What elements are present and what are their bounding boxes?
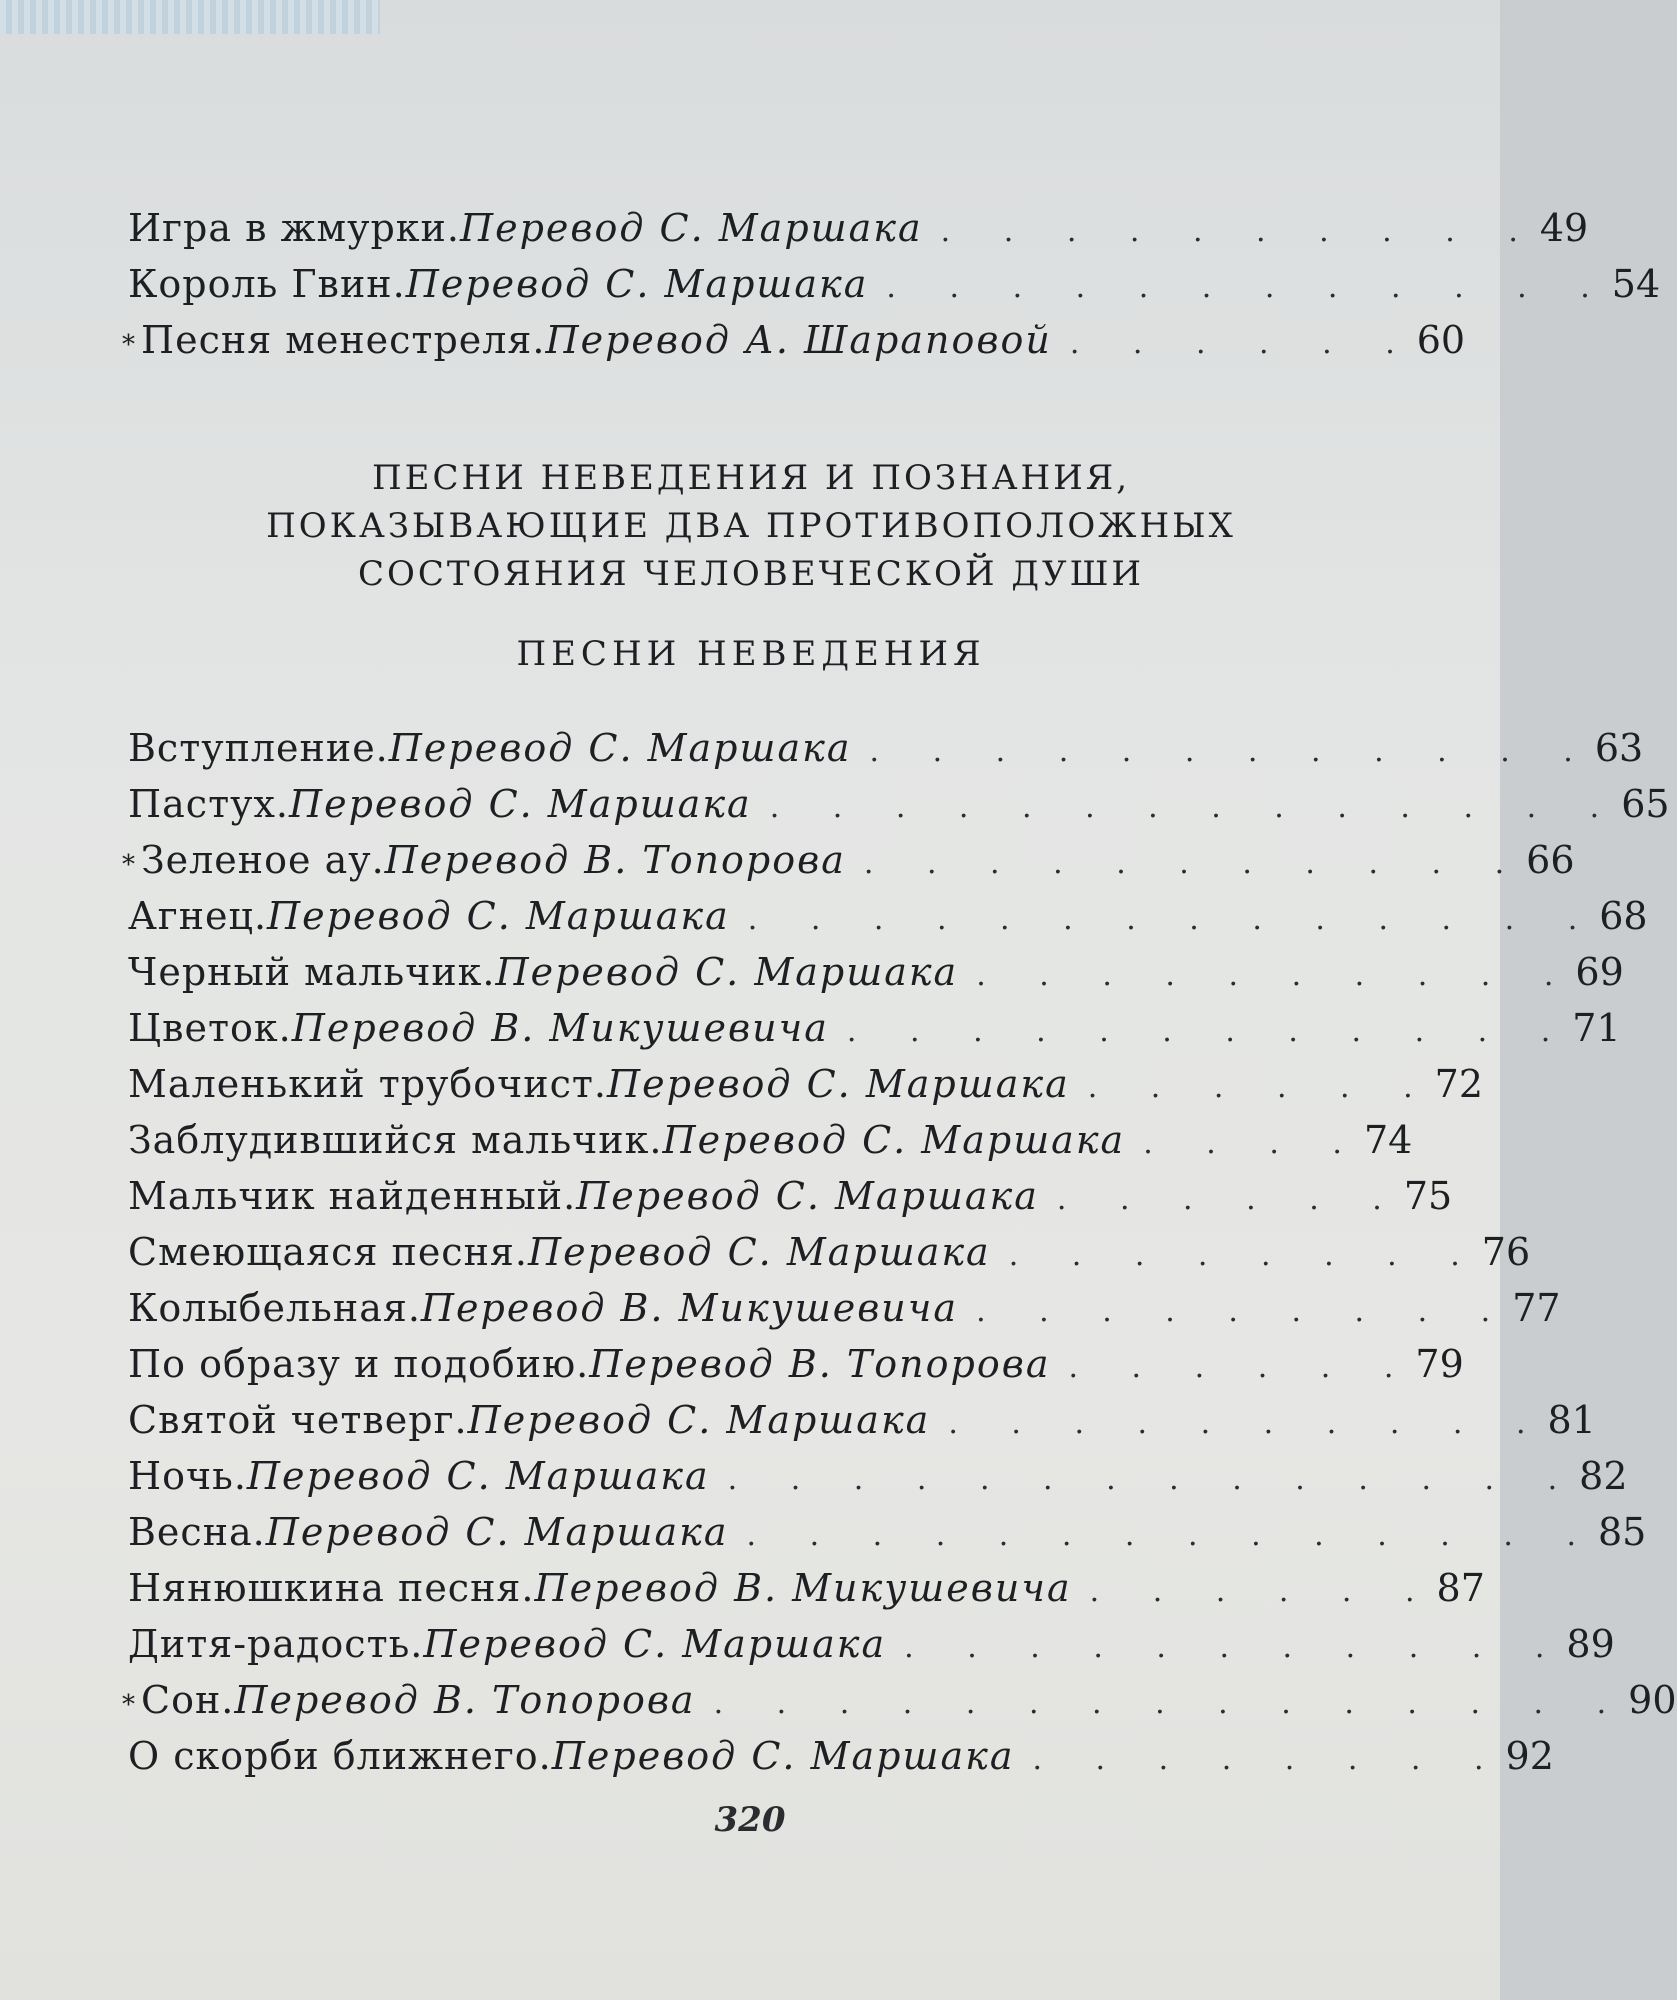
poem-title: Дитя-радость.: [128, 1622, 424, 1666]
toc-entry: [122, 256, 1661, 312]
leader-dots: . . . .: [1143, 1126, 1364, 1161]
toc-entry: [122, 1112, 1413, 1168]
poem-title: Весна.: [128, 1510, 266, 1554]
translator-credit: Перевод С. Маршака: [267, 894, 730, 938]
leader-dots: . . . . . . . .: [1008, 1238, 1482, 1273]
poem-title: Песня менестреля.: [141, 318, 546, 362]
translator-credit: Перевод С. Маршака: [467, 1398, 931, 1442]
toc-entry: [122, 1448, 1628, 1504]
leader-dots: . . . . . .: [1069, 326, 1417, 361]
poem-title: Сон.: [141, 1678, 235, 1722]
page-number: 81: [1547, 1398, 1596, 1442]
toc-entry: [122, 944, 1624, 1000]
leader-dots: . . . . . .: [1056, 1182, 1404, 1217]
leader-dots: . . . . . . . . . . . . . .: [769, 790, 1622, 825]
page-number: 75: [1403, 1174, 1453, 1218]
translator-credit: Перевод А. Шараповой: [545, 318, 1052, 362]
translator-credit: Перевод С. Маршака: [551, 1734, 1015, 1778]
leader-dots: . . . . . . . . . . . . . .: [747, 902, 1600, 937]
translator-credit: Перевод В. Микушевича: [534, 1566, 1072, 1610]
page-number: 54: [1611, 262, 1661, 306]
leader-dots: . . . . . . . .: [1032, 1742, 1506, 1777]
page-number: 65: [1621, 782, 1670, 826]
toc-entry: [122, 1000, 1621, 1056]
leader-dots: . . . . . . . . . . . . . . .: [713, 1686, 1629, 1721]
poem-title: Зеленое ау.: [141, 838, 385, 882]
leader-dots: . . . . . . . . . . . . . .: [727, 1462, 1580, 1497]
translator-credit: Перевод С. Маршака: [495, 950, 959, 994]
toc-entry: [122, 1336, 1464, 1392]
page-number: 87: [1436, 1566, 1485, 1610]
leader-dots: . . . . . . . . . . .: [904, 1630, 1567, 1665]
poem-title: Агнец.: [128, 894, 268, 938]
leader-dots: . . . . . .: [1089, 1574, 1437, 1609]
leader-dots: . . . . . . . . . . . .: [886, 270, 1612, 305]
section-heading: [122, 454, 1380, 598]
subsection-heading: ПЕСНИ НЕВЕДЕНИЯ: [516, 634, 986, 674]
section-heading-line: ПОКАЗЫВАЮЩИЕ ДВА ПРОТИВОПОЛОЖНЫХ: [266, 506, 1236, 546]
translator-credit: Перевод С. Маршака: [405, 262, 869, 306]
page-number: 69: [1575, 950, 1624, 994]
translator-credit: Перевод С. Маршака: [662, 1118, 1126, 1162]
poem-title: Смеющаяся песня.: [128, 1230, 528, 1274]
leader-dots: . . . . . . . . . .: [948, 1406, 1548, 1441]
page-number: 89: [1566, 1622, 1615, 1666]
leader-dots: . . . . . . . . . . . .: [846, 1014, 1573, 1049]
toc-group-previous: [122, 200, 1661, 368]
facing-page-edge: [0, 0, 380, 34]
page-number: 49: [1539, 206, 1589, 250]
translator-credit: Перевод В. Топорова: [589, 1342, 1051, 1386]
leader-dots: . . . . . . . . . .: [976, 958, 1576, 993]
toc-entry: [122, 776, 1670, 832]
poem-title: Король Гвин.: [128, 262, 406, 306]
page-number: 82: [1579, 1454, 1628, 1498]
poem-title: Нянюшкина песня.: [128, 1566, 535, 1610]
page-number: 79: [1415, 1342, 1464, 1386]
asterisk-mark: *: [122, 330, 135, 360]
poem-title: Пастух.: [128, 782, 289, 826]
translator-credit: Перевод С. Маршака: [459, 206, 923, 250]
page-number: 74: [1363, 1118, 1413, 1162]
toc-entry: [122, 888, 1648, 944]
leader-dots: . . . . . . . . . . . .: [869, 734, 1595, 769]
toc-entry: [122, 1056, 1483, 1112]
poem-title: Вступление.: [128, 726, 389, 770]
toc-entry: [122, 1168, 1453, 1224]
page-number: 92: [1505, 1734, 1554, 1778]
page-number: 76: [1481, 1230, 1531, 1274]
page-number: 63: [1594, 726, 1644, 770]
toc-entry: [122, 1504, 1647, 1560]
translator-credit: Перевод С. Маршака: [246, 1454, 710, 1498]
translator-credit: Перевод В. Микушевича: [420, 1286, 959, 1330]
translator-credit: Перевод С. Маршака: [423, 1622, 887, 1666]
poem-title: Ночь.: [128, 1454, 247, 1498]
toc-entry: [122, 200, 1589, 256]
page-number: 66: [1526, 838, 1575, 882]
toc-entry: [122, 1224, 1531, 1280]
poem-title: Маленький трубочист.: [128, 1062, 607, 1106]
toc-entry: [122, 720, 1644, 776]
leader-dots: . . . . . .: [1087, 1070, 1435, 1105]
toc-entry: [122, 1616, 1615, 1672]
toc-entry: [122, 312, 1466, 368]
page-number: 85: [1597, 1510, 1647, 1554]
leader-dots: . . . . . . . . . . .: [863, 846, 1527, 881]
leader-dots: . . . . . . . . .: [976, 1294, 1513, 1329]
page-number: 72: [1434, 1062, 1483, 1106]
translator-credit: Перевод С. Маршака: [265, 1510, 729, 1554]
section-heading-line: ПЕСНИ НЕВЕДЕНИЯ И ПОЗНАНИЯ,: [371, 458, 1131, 498]
leader-dots: . . . . . . . . . . . . . .: [746, 1518, 1598, 1553]
poem-title: Мальчик найденный.: [128, 1174, 577, 1218]
translator-credit: Перевод В. Микушевича: [291, 1006, 829, 1050]
toc-entry: [122, 1560, 1485, 1616]
asterisk-mark: *: [122, 850, 135, 880]
table-of-contents: [122, 200, 1677, 1784]
translator-credit: Перевод С. Маршака: [576, 1174, 1039, 1218]
leader-dots: . . . . . .: [1068, 1350, 1416, 1385]
page-folio-number: 320: [714, 1800, 786, 1840]
poem-title: Колыбельная.: [128, 1286, 421, 1330]
translator-credit: Перевод С. Маршака: [288, 782, 752, 826]
toc-entry: [122, 1672, 1677, 1728]
translator-credit: Перевод С. Маршака: [607, 1062, 1070, 1106]
poem-title: Святой четверг.: [128, 1398, 468, 1442]
section-heading-line: СОСТОЯНИЯ ЧЕЛОВЕЧЕСКОЙ ДУШИ: [357, 554, 1145, 594]
toc-group-songs-of-innocence: [122, 720, 1677, 1784]
poem-title: Игра в жмурки.: [128, 206, 460, 250]
toc-entry: [122, 1392, 1596, 1448]
poem-title: Цветок.: [128, 1006, 292, 1050]
poem-title: О скорби ближнего.: [128, 1734, 552, 1778]
page-number: 90: [1628, 1678, 1677, 1722]
leader-dots: . . . . . . . . . .: [940, 214, 1540, 249]
page-number: 77: [1512, 1286, 1561, 1330]
poem-title: Черный мальчик.: [128, 950, 496, 994]
toc-entry: [122, 1280, 1561, 1336]
asterisk-mark: *: [122, 1690, 135, 1720]
translator-credit: Перевод С. Маршака: [388, 726, 852, 770]
translator-credit: Перевод В. Топорова: [234, 1678, 696, 1722]
toc-entry: [122, 1728, 1554, 1784]
page-number: 71: [1572, 1006, 1621, 1050]
page-number: 60: [1416, 318, 1466, 362]
poem-title: Заблудившийся мальчик.: [128, 1118, 663, 1162]
page-number: 68: [1599, 894, 1648, 938]
translator-credit: Перевод С. Маршака: [527, 1230, 991, 1274]
poem-title: По образу и подобию.: [128, 1342, 590, 1386]
translator-credit: Перевод В. Топорова: [384, 838, 846, 882]
toc-entry: [122, 832, 1575, 888]
